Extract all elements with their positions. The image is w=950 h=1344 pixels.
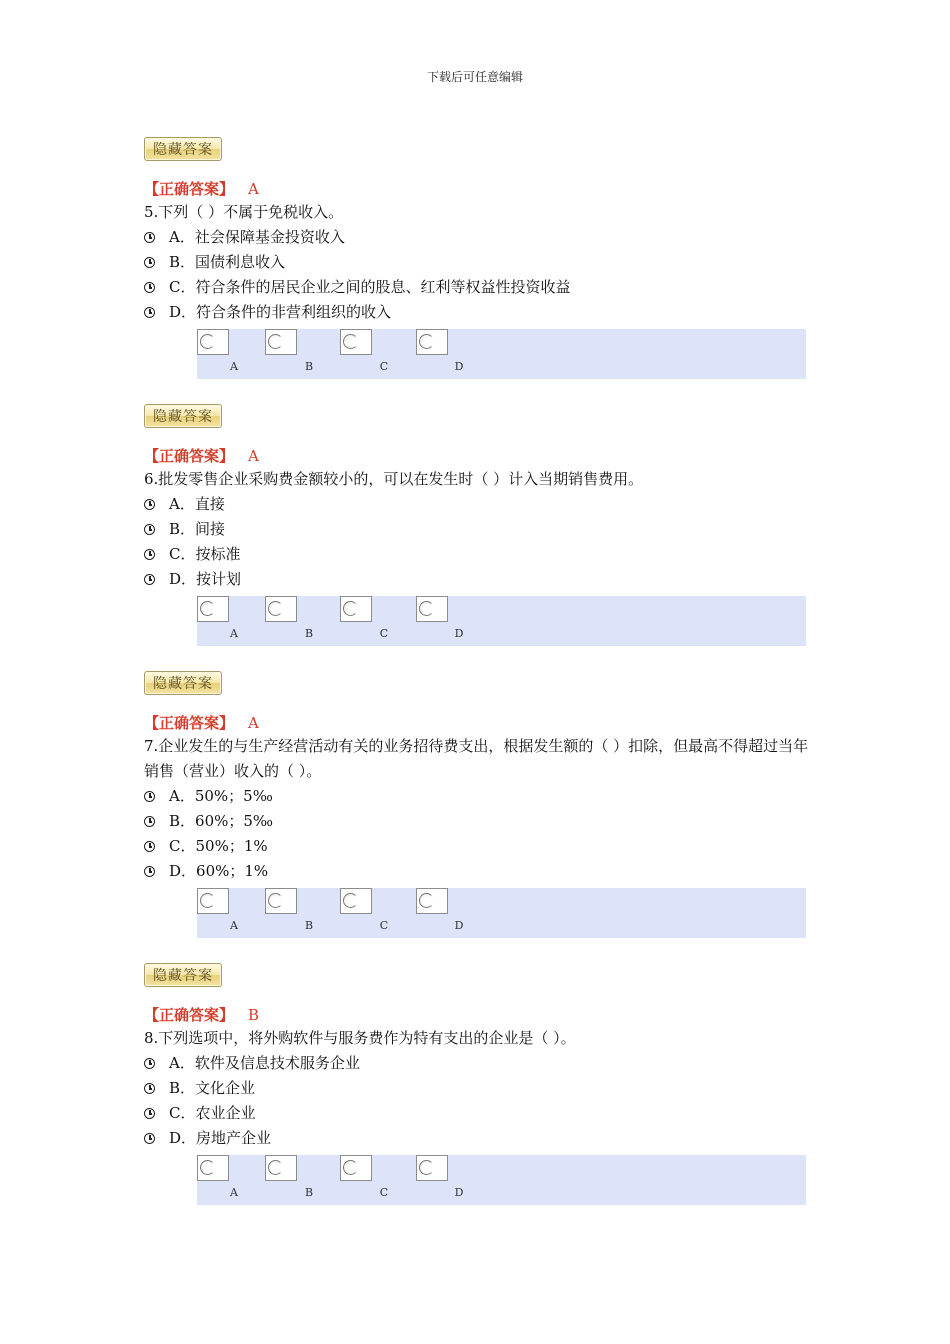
- correct-answer: [144, 712, 259, 733]
- clock-icon: [144, 791, 155, 802]
- option-text: A．50%；5‰: [169, 787, 273, 805]
- choice-c-box[interactable]: [340, 1155, 372, 1181]
- radio-c[interactable]: [343, 334, 358, 349]
- answer-prefix: 【正确答案】: [144, 180, 235, 198]
- choice-label-b: B: [304, 627, 314, 640]
- choice-label-d: D: [454, 919, 464, 932]
- radio-a[interactable]: [200, 601, 215, 616]
- choice-panel: [197, 329, 806, 379]
- hide-answer-button[interactable]: 隐藏答案: [144, 137, 222, 161]
- radio-b[interactable]: [268, 893, 283, 908]
- option-item: [144, 834, 268, 859]
- choice-b-box[interactable]: [265, 596, 297, 622]
- choice-label-b: B: [304, 360, 314, 373]
- option-item: [144, 1076, 255, 1101]
- option-text: D．按计划: [169, 570, 242, 588]
- choice-c-box[interactable]: [340, 888, 372, 914]
- option-text: D．符合条件的非营利组织的收入: [169, 303, 392, 321]
- option-item: [144, 492, 225, 517]
- option-item: [144, 809, 273, 834]
- clock-icon: [144, 841, 155, 852]
- choice-panel: [197, 1155, 806, 1205]
- question-text: 7.企业发生的与生产经营活动有关的业务招待费支出，根据发生额的（ ）扣除，但最高不得超过当年销售（营业）收入的（ ）。: [144, 737, 809, 780]
- option-text: D．60%；1%: [169, 862, 269, 880]
- option-text: A．软件及信息技术服务企业: [169, 1054, 360, 1072]
- radio-a[interactable]: [200, 334, 215, 349]
- hide-answer-button[interactable]: 隐藏答案: [144, 404, 222, 428]
- answer-letter: B: [248, 1006, 260, 1024]
- answer-prefix: 【正确答案】: [144, 714, 235, 732]
- radio-d[interactable]: [419, 893, 434, 908]
- clock-icon: [144, 307, 155, 318]
- option-item: [144, 542, 240, 567]
- radio-b[interactable]: [268, 601, 283, 616]
- option-item: [144, 1101, 255, 1126]
- answer-letter: A: [248, 180, 259, 198]
- option-text: B．文化企业: [169, 1079, 256, 1097]
- option-text: C．50%；1%: [169, 837, 268, 855]
- hide-answer-button[interactable]: 隐藏答案: [144, 671, 222, 695]
- option-item: [144, 784, 273, 809]
- choice-label-c: C: [379, 627, 389, 640]
- clock-icon: [144, 1108, 155, 1119]
- choice-label-b: B: [304, 1186, 314, 1199]
- choice-d-box[interactable]: [416, 1155, 448, 1181]
- clock-icon: [144, 257, 155, 268]
- option-text: C．符合条件的居民企业之间的股息、红利等权益性投资收益: [169, 278, 571, 296]
- option-text: A．直接: [169, 495, 225, 513]
- choice-c-box[interactable]: [340, 596, 372, 622]
- choice-a-box[interactable]: [197, 329, 229, 355]
- radio-c[interactable]: [343, 1160, 358, 1175]
- radio-b[interactable]: [268, 334, 283, 349]
- option-item: [144, 225, 345, 250]
- page-header: 下载后可任意编辑: [426, 70, 523, 84]
- choice-c-box[interactable]: [340, 329, 372, 355]
- choice-a-box[interactable]: [197, 596, 229, 622]
- clock-icon: [144, 816, 155, 827]
- choice-a-box[interactable]: [197, 888, 229, 914]
- question-text: 6.批发零售企业采购费金额较小的，可以在发生时（ ）计入当期销售费用。: [144, 470, 644, 488]
- choice-d-box[interactable]: [416, 596, 448, 622]
- choice-d-box[interactable]: [416, 888, 448, 914]
- question-text: 8.下列选项中，将外购软件与服务费作为特有支出的企业是（ ）。: [144, 1029, 576, 1047]
- answer-letter: A: [248, 714, 259, 732]
- option-text: C．按标准: [169, 545, 241, 563]
- option-item: [144, 1126, 271, 1151]
- answer-prefix: 【正确答案】: [144, 447, 235, 465]
- clock-icon: [144, 1058, 155, 1069]
- radio-b[interactable]: [268, 1160, 283, 1175]
- option-item: [144, 567, 241, 592]
- option-item: [144, 1051, 360, 1076]
- radio-c[interactable]: [343, 601, 358, 616]
- option-item: [144, 517, 225, 542]
- clock-icon: [144, 524, 155, 535]
- choice-label-a: A: [230, 919, 238, 932]
- clock-icon: [144, 574, 155, 585]
- option-item: [144, 859, 268, 884]
- option-item: [144, 300, 391, 325]
- option-text: B．间接: [169, 520, 226, 538]
- clock-icon: [144, 282, 155, 293]
- clock-icon: [144, 499, 155, 510]
- choice-a-box[interactable]: [197, 1155, 229, 1181]
- option-item: [144, 275, 570, 300]
- choice-label-a: A: [230, 627, 238, 640]
- choice-label-a: A: [230, 360, 238, 373]
- question-text: 5.下列（ ）不属于免税收入。: [144, 203, 344, 221]
- answer-prefix: 【正确答案】: [144, 1006, 235, 1024]
- choice-label-b: B: [304, 919, 314, 932]
- choice-label-a: A: [230, 1186, 238, 1199]
- choice-label-d: D: [454, 360, 464, 373]
- correct-answer: [144, 445, 259, 466]
- choice-d-box[interactable]: [416, 329, 448, 355]
- choice-panel: [197, 596, 806, 646]
- radio-d[interactable]: [419, 1160, 434, 1175]
- choice-b-box[interactable]: [265, 329, 297, 355]
- option-item: [144, 250, 285, 275]
- clock-icon: [144, 866, 155, 877]
- correct-answer: [144, 1004, 259, 1025]
- answer-letter: A: [248, 447, 259, 465]
- clock-icon: [144, 1083, 155, 1094]
- choice-label-d: D: [454, 627, 464, 640]
- choice-label-d: D: [454, 1186, 464, 1199]
- choice-panel: [197, 888, 806, 938]
- radio-a[interactable]: [200, 893, 215, 908]
- choice-label-c: C: [379, 919, 389, 932]
- choice-label-c: C: [379, 360, 389, 373]
- choice-b-box[interactable]: [265, 1155, 297, 1181]
- option-text: A．社会保障基金投资收入: [169, 228, 345, 246]
- radio-c[interactable]: [343, 893, 358, 908]
- hide-answer-button[interactable]: 隐藏答案: [144, 963, 222, 987]
- option-text: C．农业企业: [169, 1104, 256, 1122]
- choice-b-box[interactable]: [265, 888, 297, 914]
- radio-a[interactable]: [200, 1160, 215, 1175]
- clock-icon: [144, 232, 155, 243]
- radio-d[interactable]: [419, 334, 434, 349]
- clock-icon: [144, 549, 155, 560]
- option-text: B．60%；5‰: [169, 812, 274, 830]
- correct-answer: [144, 178, 259, 199]
- option-text: B．国债利息收入: [169, 253, 286, 271]
- option-text: D．房地产企业: [169, 1129, 272, 1147]
- clock-icon: [144, 1133, 155, 1144]
- radio-d[interactable]: [419, 601, 434, 616]
- choice-label-c: C: [379, 1186, 389, 1199]
